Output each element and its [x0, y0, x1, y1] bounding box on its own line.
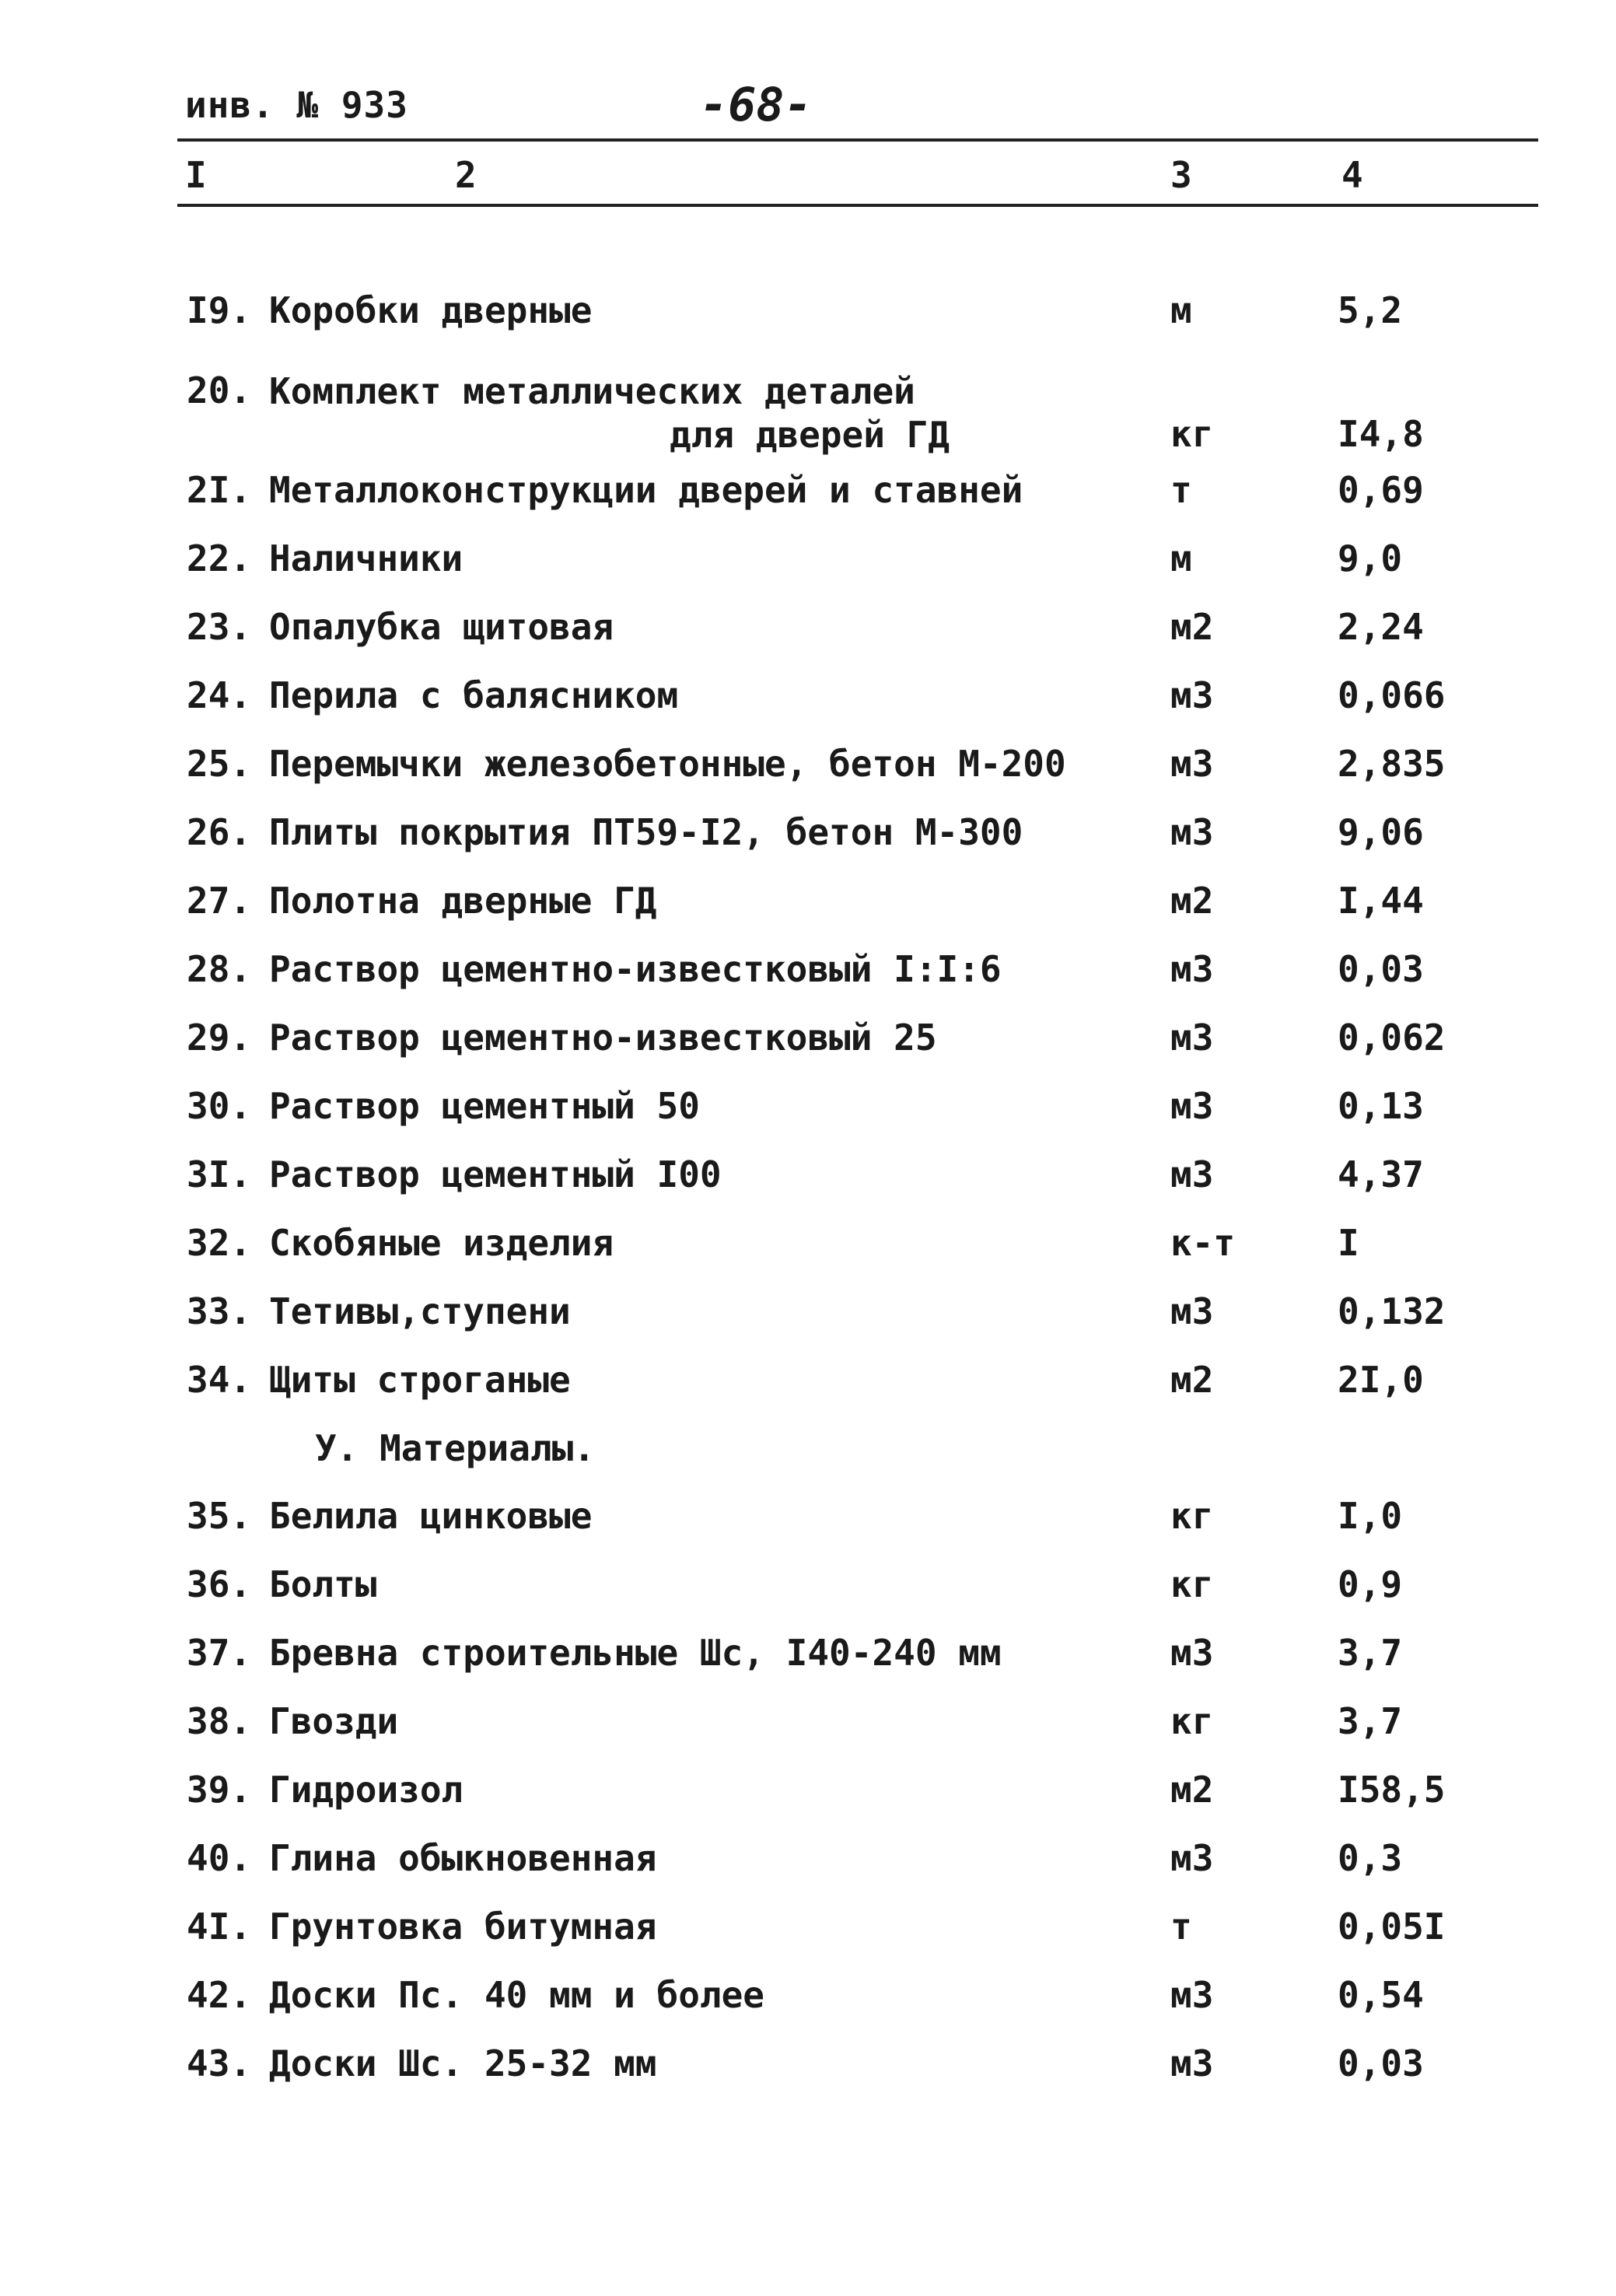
row-number: 33.: [187, 1290, 252, 1332]
row-number: 40.: [187, 1837, 252, 1879]
row-name: Раствор цементный 50: [269, 1085, 700, 1127]
table-row: [0, 1700, 1616, 1747]
table-row: [0, 1837, 1616, 1884]
row-number: 23.: [187, 606, 252, 648]
table-row: [0, 1017, 1616, 1063]
table-row: [0, 948, 1616, 995]
row-number: 36.: [187, 1563, 252, 1605]
row-quantity: 5,2: [1338, 289, 1403, 331]
table-row: [0, 606, 1616, 653]
row-name: Наличники: [269, 537, 463, 579]
row-unit: м2: [1170, 606, 1214, 648]
row-quantity: 0,3: [1338, 1837, 1403, 1879]
table-row: [0, 289, 1616, 336]
row-quantity: I: [1338, 1222, 1359, 1264]
row-quantity: 0,062: [1338, 1017, 1446, 1059]
row-quantity: I58,5: [1338, 1769, 1446, 1811]
row-name: Плиты покрытия ПТ59-I2, бетон М-300: [269, 811, 1023, 853]
row-number: 27.: [187, 880, 252, 922]
header-rule-bottom: [177, 204, 1538, 207]
row-name: Болты: [269, 1563, 377, 1605]
row-quantity: 9,0: [1338, 537, 1403, 579]
inventory-number: инв. № 933: [185, 84, 408, 126]
row-unit: м3: [1170, 1632, 1214, 1674]
row-unit: кг: [1170, 1563, 1214, 1605]
row-quantity: 2,24: [1338, 606, 1424, 648]
table-row: [0, 743, 1616, 789]
table-row: [0, 674, 1616, 721]
row-unit: м3: [1170, 948, 1214, 990]
row-unit: м: [1170, 537, 1192, 579]
row-name: Опалубка щитовая: [269, 606, 614, 648]
row-unit: т: [1170, 1906, 1192, 1948]
row-quantity: 0,03: [1338, 2042, 1424, 2084]
row-number: 35.: [187, 1495, 252, 1537]
table-row: [0, 1290, 1616, 1337]
row-name-line-2: для дверей ГД: [670, 414, 950, 456]
row-name: Гвозди: [269, 1700, 399, 1742]
row-unit: т: [1170, 469, 1192, 511]
row-unit: м3: [1170, 743, 1214, 785]
row-quantity: 4,37: [1338, 1153, 1424, 1195]
column-number-2: 2: [455, 154, 477, 196]
table-row: [0, 1359, 1616, 1405]
row-name: Грунтовка битумная: [269, 1906, 657, 1948]
table-row: [0, 1906, 1616, 1952]
row-quantity: 0,03: [1338, 948, 1424, 990]
row-number: 29.: [187, 1017, 252, 1059]
row-unit: м2: [1170, 1769, 1214, 1811]
row-name: Перемычки железобетонные, бетон М-200: [269, 743, 1066, 785]
row-number: 42.: [187, 1974, 252, 2016]
row-number: 38.: [187, 1700, 252, 1742]
section-title: У. Материалы.: [315, 1427, 596, 1469]
row-quantity: 0,05I: [1338, 1906, 1446, 1948]
row-quantity: 3,7: [1338, 1700, 1403, 1742]
row-name-line-1: Комплект металлических деталей: [269, 370, 915, 412]
row-name: Доски Пс. 40 мм и более: [269, 1974, 764, 2016]
row-number: 37.: [187, 1632, 252, 1674]
table-row: [0, 1563, 1616, 1610]
row-quantity: 0,13: [1338, 1085, 1424, 1127]
table-row: [0, 469, 1616, 516]
table-row: [0, 1974, 1616, 2021]
row-number: 28.: [187, 948, 252, 990]
row-name: Перила с балясником: [269, 674, 679, 716]
row-number: 39.: [187, 1769, 252, 1811]
row-quantity: 0,54: [1338, 1974, 1424, 2016]
row-name: Тетивы,ступени: [269, 1290, 571, 1332]
row-number: 24.: [187, 674, 252, 716]
row-quantity: 3,7: [1338, 1632, 1403, 1674]
row-unit: кг: [1170, 1495, 1214, 1537]
table-row: [0, 537, 1616, 584]
row-name: Щиты строганые: [269, 1359, 571, 1401]
row-name: Белила цинковые: [269, 1495, 593, 1537]
row-number: 30.: [187, 1085, 252, 1127]
column-number-3: 3: [1170, 154, 1192, 196]
row-number: 43.: [187, 2042, 252, 2084]
row-quantity: 0,69: [1338, 469, 1424, 511]
table-row: [0, 1769, 1616, 1815]
row-name: Раствор цементно-известковый I:I:6: [269, 948, 1002, 990]
row-name: Полотна дверные ГД: [269, 880, 657, 922]
row-unit: м3: [1170, 1017, 1214, 1059]
row-unit: м3: [1170, 2042, 1214, 2084]
table-row: [0, 1153, 1616, 1200]
row-number: 34.: [187, 1359, 252, 1401]
table-row: [0, 880, 1616, 926]
header-rule-top: [177, 138, 1538, 142]
row-unit: м3: [1170, 1974, 1214, 2016]
row-quantity: I,0: [1338, 1495, 1403, 1537]
row-number: 20.: [187, 369, 252, 411]
row-name: Раствор цементно-известковый 25: [269, 1017, 937, 1059]
row-name: Доски Шс. 25-32 мм: [269, 2042, 657, 2084]
row-unit: м3: [1170, 1153, 1214, 1195]
row-number: 22.: [187, 537, 252, 579]
row-name: Раствор цементный I00: [269, 1153, 722, 1195]
row-quantity: 2I,0: [1338, 1359, 1424, 1401]
row-number: 4I.: [187, 1906, 252, 1948]
row-quantity: 2,835: [1338, 743, 1446, 785]
row-unit: м2: [1170, 880, 1214, 922]
row-unit: к-т: [1170, 1222, 1236, 1264]
row-unit: м3: [1170, 1837, 1214, 1879]
row-number: 25.: [187, 743, 252, 785]
page-number: -68-: [700, 78, 813, 132]
row-quantity: 0,132: [1338, 1290, 1446, 1332]
row-quantity: 0,9: [1338, 1563, 1403, 1605]
row-number: I9.: [187, 289, 252, 331]
row-unit: м3: [1170, 1085, 1214, 1127]
row-name: Гидроизол: [269, 1769, 463, 1811]
row-number: 26.: [187, 811, 252, 853]
column-number-4: 4: [1341, 154, 1363, 196]
row-quantity: 0,066: [1338, 674, 1446, 716]
table-row: [0, 1495, 1616, 1542]
row-unit: м2: [1170, 1359, 1214, 1401]
row-quantity: I,44: [1338, 880, 1424, 922]
row-number: 32.: [187, 1222, 252, 1264]
table-row: [0, 369, 1616, 456]
table-row: [0, 1632, 1616, 1678]
row-unit: м: [1170, 289, 1192, 331]
row-quantity: I4,8: [1338, 413, 1424, 455]
row-unit: м3: [1170, 674, 1214, 716]
row-name: Коробки дверные: [269, 289, 593, 331]
table-row: [0, 1085, 1616, 1132]
row-quantity: 9,06: [1338, 811, 1424, 853]
row-name: Бревна строительные Шс, I40-240 мм: [269, 1632, 1002, 1674]
row-name: Глина обыкновенная: [269, 1837, 657, 1879]
table-row: [0, 811, 1616, 858]
row-name: Скобяные изделия: [269, 1222, 614, 1264]
row-name: Металлоконструкции дверей и ставней: [269, 469, 1023, 511]
row-name: [269, 369, 950, 457]
row-unit: кг: [1170, 413, 1214, 455]
row-unit: м3: [1170, 811, 1214, 853]
column-number-1: I: [185, 154, 207, 196]
row-unit: кг: [1170, 1700, 1214, 1742]
table-row: [0, 2042, 1616, 2089]
table-row: [0, 1222, 1616, 1269]
row-number: 3I.: [187, 1153, 252, 1195]
row-number: 2I.: [187, 469, 252, 511]
row-unit: м3: [1170, 1290, 1214, 1332]
